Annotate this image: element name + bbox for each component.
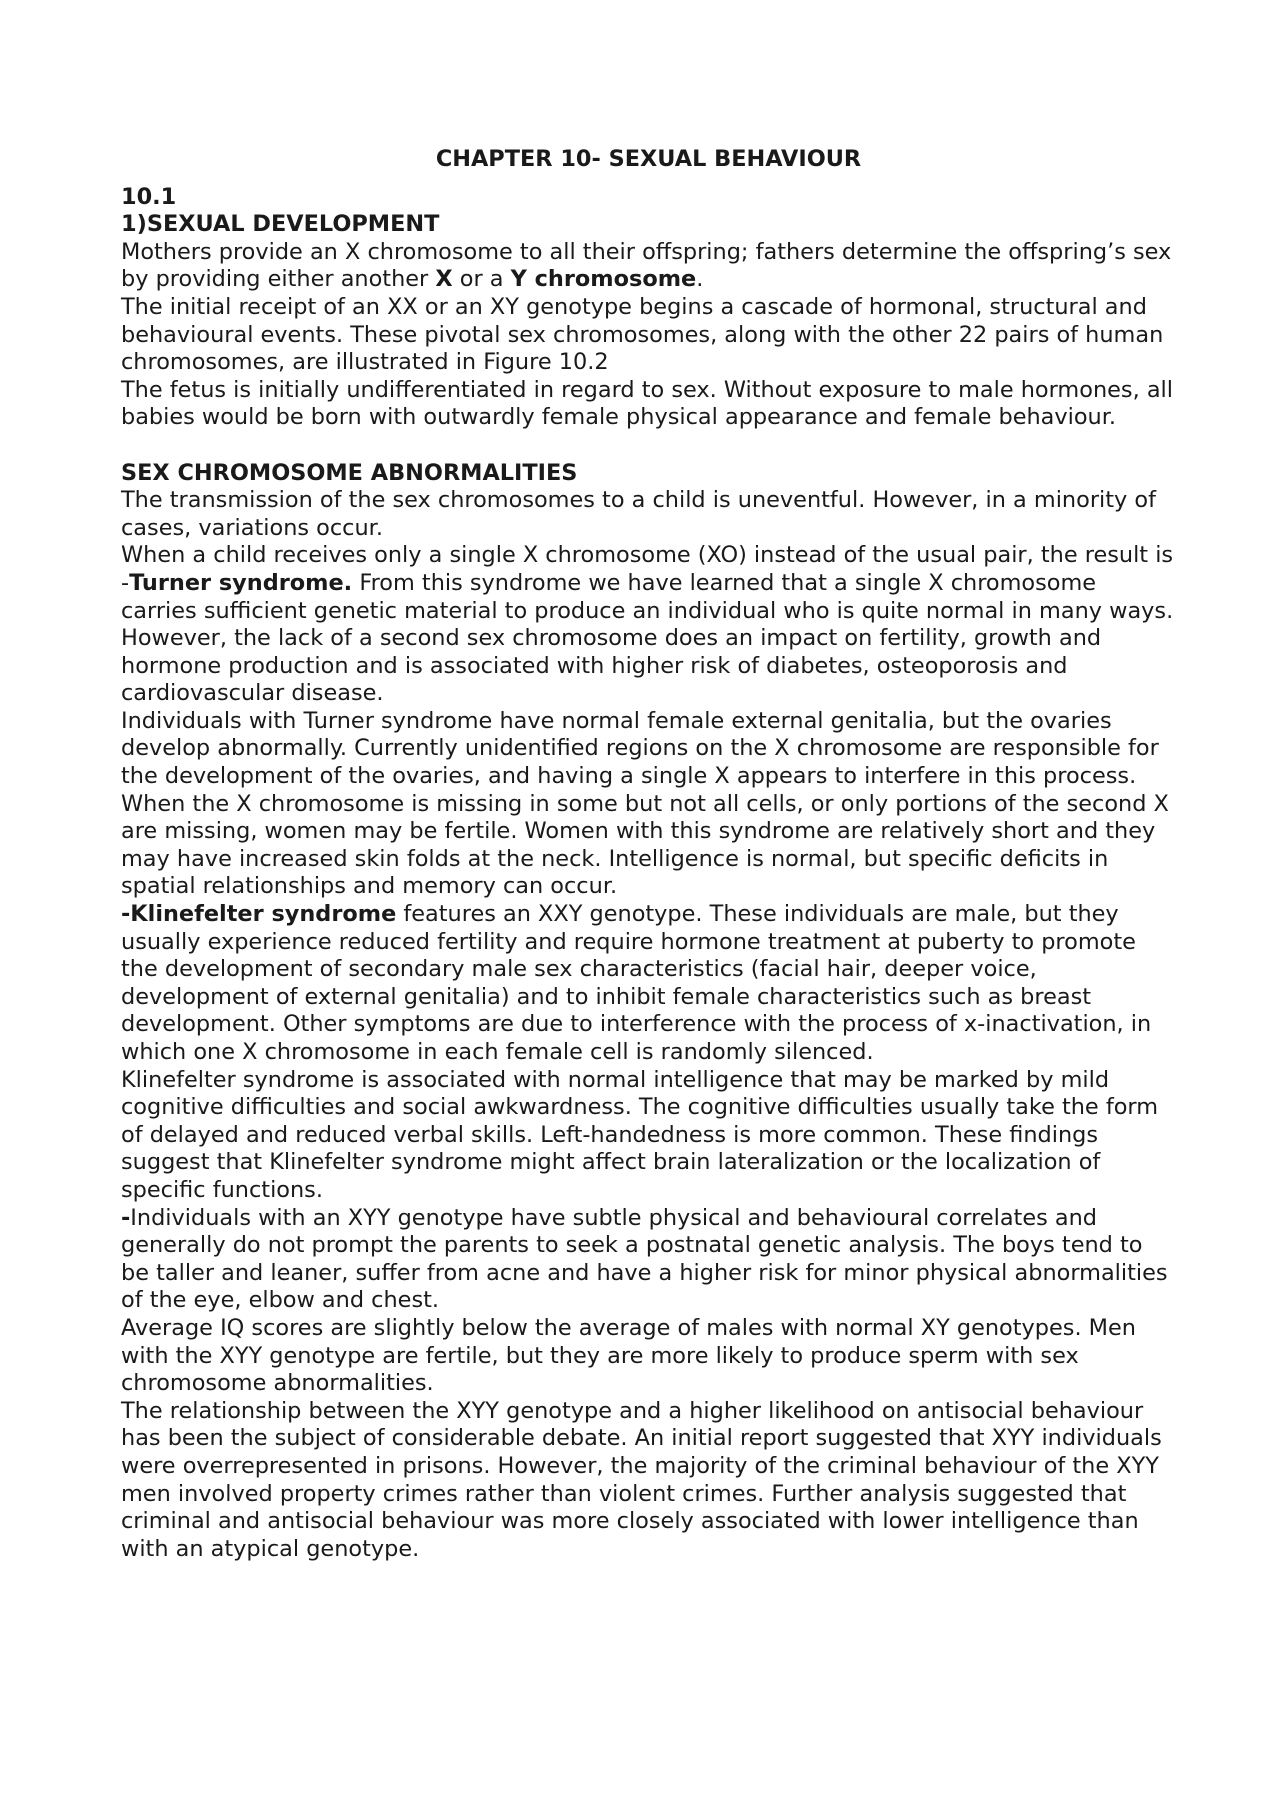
paragraph: [121, 542, 1176, 708]
paragraph-text: When a child receives only a single X chromosome (XO) instead of the usual pair, the result is -: [121, 542, 1174, 596]
paragraph: [121, 1205, 1176, 1315]
paragraph-text: .: [696, 266, 704, 293]
bold-text: X: [435, 266, 453, 293]
document-page: [121, 146, 1176, 1563]
paragraph-text: From this syndrome we have learned that a single X chromosome carries sufficient genetic material to produce an individual who is quite normal in many ways. However, the lack of a second sex chromosome does an impact on fertility, growth and hormone production and is associated with higher risk of diabetes, osteoporosis and cardiovascular disease.: [121, 569, 1174, 707]
paragraph-text: features an XXY genotype. These individuals are male, but they usually experience reduced fertility and require hormone treatment at puberty to promote the development of secondary male sex characteristics (facial hair, deeper voice, development of external genitalia) and to inhibit female characteristics such as breast development. Other symptoms are due to interference with the process of x-inactivation, in which one X chromosome in each female cell is randomly silenced.: [121, 901, 1152, 1065]
bold-text: -Klinefelter syndrome: [121, 901, 397, 928]
paragraph: When the X chromosome is missing in some but not all cells, or only portions of the second X are missing, women may be fertile. Women with this syndrome are relatively short and they may have increased skin folds at the neck. Intelligence is normal, but specific deficits in spatial relationships and memory can occur.: [121, 790, 1169, 900]
paragraph: Individuals with Turner syndrome have normal female external genitalia, but the ovaries develop abnormally. Currently unidentified regions on the X chromosome are responsible for the development of the ovaries, and having a single X appears to interfere in this process.: [121, 707, 1159, 790]
spacer: [121, 432, 1176, 460]
paragraph: The fetus is initially undifferentiated in regard to sex. Without exposure to male hormones, all babies would be born with outwardly female physical appearance and female behaviour.: [121, 376, 1173, 431]
paragraph: [121, 901, 1176, 1067]
abnormalities-heading: SEX CHROMOSOME ABNORMALITIES: [121, 459, 578, 486]
bold-text: Turner syndrome.: [129, 569, 353, 596]
section-number: 10.1: [121, 183, 177, 210]
paragraph: Average IQ scores are slightly below the average of males with normal XY genotypes. Men with the XYY genotype are fertile, but they are more likely to produce sperm with sex chromosome abnormalities.: [121, 1314, 1136, 1397]
chapter-title: CHAPTER 10- SEXUAL BEHAVIOUR: [435, 146, 862, 172]
paragraph: The initial receipt of an XX or an XY genotype begins a cascade of hormonal, structural and behavioural events. These pivotal sex chromosomes, along with the other 22 pairs of human chromosomes, are illustrated in Figure 10.2: [121, 293, 1164, 376]
paragraph-text: or a: [452, 266, 511, 293]
paragraph: [121, 239, 1176, 294]
bold-text: -: [121, 1204, 131, 1231]
paragraph-text: Mothers provide an X chromosome to all their offspring; fathers determine the offspring’s sex by providing either another: [121, 238, 1172, 293]
section-heading: 1)SEXUAL DEVELOPMENT: [121, 211, 440, 238]
paragraph: The transmission of the sex chromosomes to a child is uneventful. However, in a minority of cases, variations occur.: [121, 487, 1156, 541]
paragraph: The relationship between the XYY genotype and a higher likelihood on antisocial behaviour has been the subject of considerable debate. An initial report suggested that XYY individuals were overrepresented in prisons. However, the majority of the criminal behaviour of the XYY men involved property crimes rather than violent crimes. Further analysis suggested that criminal and antisocial behaviour was more closely associated with lower intelligence than with an atypical genotype.: [121, 1397, 1162, 1562]
bold-text: Y chromosome: [510, 266, 697, 293]
paragraph-text: Individuals with an XYY genotype have subtle physical and behavioural correlates and generally do not prompt the parents to seek a postnatal genetic analysis. The boys tend to be taller and leaner, suffer from acne and have a higher risk for minor physical abnormalities of the eye, elbow and chest.: [121, 1204, 1168, 1314]
paragraph: Klinefelter syndrome is associated with normal intelligence that may be marked by mild cognitive difficulties and social awkwardness. The cognitive difficulties usually take the form of delayed and reduced verbal skills. Left-handedness is more common. These findings suggest that Klinefelter syndrome might affect brain lateralization or the localization of specific functions.: [121, 1066, 1159, 1203]
